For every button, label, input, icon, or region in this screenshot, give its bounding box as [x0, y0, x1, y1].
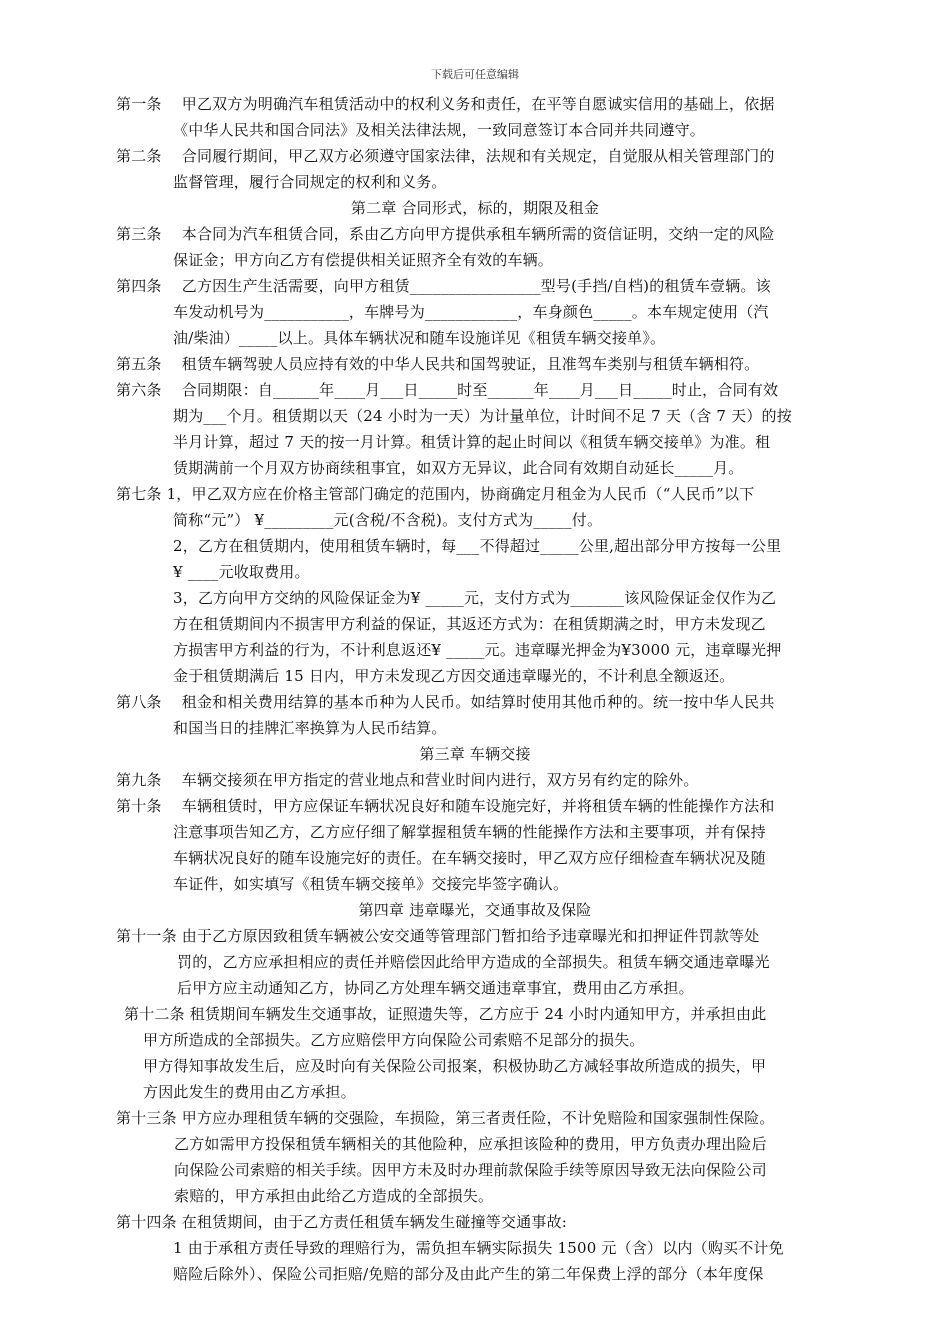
text-line: 方因此发生的费用由乙方承担。 — [143, 1083, 356, 1101]
text-line: 赔险后除外）、保险公司拒赔/免赔的部分及由此产生的第二年保费上浮的部分（本年度保 — [173, 1265, 764, 1283]
chapter-heading: 第四章 违章曝光，交通事故及保险 — [358, 901, 592, 919]
text-line: 期为___个月。租赁期以天（24 小时为一天）为计量单位，计时间不足 7 天（含 7 天）的按 — [173, 407, 792, 425]
text-line: 和国当日的挂牌汇率换算为人民币结算。 — [173, 719, 447, 737]
text-line: 半月计算，超过 7 天的按一月计算。租赁计算的起止时间以《租赁车辆交接单》为准。租 — [173, 433, 771, 451]
text-line: 第一条 甲乙双方为明确汽车租赁活动中的权利义务和责任，在平等自愿诚实信用的基础上，依据 — [116, 95, 775, 113]
text-line: 方在租赁期间内不损害甲方利益的保证，其返还方式为：在租赁期满之时，甲方未发现乙 — [173, 615, 766, 633]
text-line: 甲方得知事故发生后，应及时向有关保险公司报案，积极协助乙方减轻事故所造成的损失，甲 — [143, 1057, 767, 1075]
text-line: 注意事项告知乙方，乙方应仔细了解掌握租赁车辆的性能操作方法和主要事项，并有保持 — [173, 823, 766, 841]
chapter-heading: 第二章 合同形式，标的，期限及租金 — [350, 199, 600, 217]
text-line: 第八条 租金和相关费用结算的基本币种为人民币。如结算时使用其他币种的。统一按中华人民共 — [116, 693, 775, 711]
text-line: 监督管理，履行合同规定的权利和义务。 — [173, 173, 447, 191]
text-line: 车证件，如实填写《租赁车辆交接单》交接完毕签字确认。 — [173, 875, 569, 893]
text-line: 1 由于承租方责任导致的理赔行为，需负担车辆实际损失 1500 元（含）以内（购买不计免 — [173, 1239, 784, 1257]
text-line: 《中华人民共和国合同法》及相关法律法规，一致同意签订本合同并共同遵守。 — [173, 121, 706, 139]
text-line: 向保险公司索赔的相关手续。因甲方未及时办理前款保险手续等原因导致无法向保险公司 — [174, 1161, 767, 1179]
text-line: 保证金；甲方向乙方有偿提供相关证照齐全有效的车辆。 — [173, 251, 554, 269]
text-line: 后甲方应主动通知乙方，协同乙方处理车辆交通违章事宜，费用由乙方承担。 — [177, 979, 694, 997]
text-line: 简称“元”） ¥_________元(含税/不含税)。支付方式为_____付。 — [173, 511, 603, 529]
text-line: 第四条 乙方因生产生活需要，向甲方租赁_________________型号(手挡/自档)的租赁车壹辆。该 — [116, 277, 771, 295]
text-line: 第七条 1，甲乙双方应在价格主管部门确定的范围内，协商确定月租金为人民币（“人民币”以下 — [116, 485, 755, 503]
page-header: 下载后可任意编辑 — [431, 68, 519, 81]
text-line: 第十条 车辆租赁时，甲方应保证车辆状况良好和随车设施完好，并将租赁车辆的性能操作方法和 — [116, 797, 775, 815]
text-line: 2，乙方在租赁期内，使用租赁车辆时，每___不得超过_____公里,超出部分甲方按每一公里 — [173, 537, 782, 555]
text-line: 车辆状况良好的随车设施完好的责任。在车辆交接时，甲乙双方应仔细检查车辆状况及随 — [173, 849, 766, 867]
text-line: 第二条 合同履行期间，甲乙双方必须遵守国家法律，法规和有关规定，自觉服从相关管理部门的 — [116, 147, 775, 165]
text-line: 油/柴油）_____以上。具体车辆状况和随车设施详见《租赁车辆交接单》。 — [173, 329, 666, 347]
text-line: ¥ ____元收取费用。 — [173, 563, 310, 581]
text-line: 甲方所造成的全部损失。乙方应赔偿甲方向保险公司索赔不足部分的损失。 — [143, 1031, 645, 1049]
text-line: 第十三条 甲方应办理租赁车辆的交强险，车损险，第三者责任险，不计免赔险和国家强制性保险。 — [116, 1109, 775, 1127]
text-line: 第十一条 由于乙方原因致租赁车辆被公安交通等管理部门暂扣给予违章曝光和扣押证件罚款等处 — [116, 927, 760, 945]
text-line: 3，乙方向甲方交纳的风险保证金为¥ _____元，支付方式为_______该风险保证金仅作为乙 — [173, 589, 777, 607]
text-line: 金于租赁期满后 15 日内，甲方未发现乙方因交通违章曝光的，不计利息全额返还。 — [173, 667, 735, 685]
text-line: 车发动机号为___________，车牌号为____________，车身颜色_____。本车规定使用（汽 — [173, 303, 769, 321]
text-line: 第六条 合同期限：自______年____月___日_____时至______年____月___日_____时止，合同有效 — [116, 381, 779, 399]
text-line: 第九条 车辆交接须在甲方指定的营业地点和营业时间内进行，双方另有约定的除外。 — [116, 771, 699, 789]
text-line: 乙方如需甲方投保租赁车辆相关的其他险种，应承担该险种的费用，甲方负责办理出险后 — [174, 1135, 767, 1153]
text-line: 罚的，乙方应承担相应的责任并赔偿因此给甲方造成的全部损失。租赁车辆交通违章曝光 — [177, 953, 770, 971]
text-line: 第十四条 在租赁期间，由于乙方责任租赁车辆发生碰撞等交通事故: — [116, 1213, 568, 1231]
text-line: 赁期满前一个月双方协商续租事宜，如双方无异议，此合同有效期自动延长_____月。 — [173, 459, 744, 477]
text-line: 第十二条 租赁期间车辆发生交通事故，证照遗失等，乙方应于 24 小时内通知甲方，并承担由此 — [124, 1005, 767, 1023]
text-line: 索赔的，甲方承担由此给乙方造成的全部损失。 — [174, 1187, 494, 1205]
chapter-heading: 第三章 车辆交接 — [419, 745, 531, 763]
text-line: 方损害甲方利益的行为，不计利息返还¥ _____元。违章曝光押金为¥3000 元，违章曝光押 — [173, 641, 782, 659]
text-line: 第三条 本合同为汽车租赁合同，系由乙方向甲方提供承租车辆所需的资信证明，交纳一定的风险 — [116, 225, 775, 243]
text-line: 第五条 租赁车辆驾驶人员应持有效的中华人民共和国驾驶证，且准驾车类别与租赁车辆相符。 — [116, 355, 760, 373]
